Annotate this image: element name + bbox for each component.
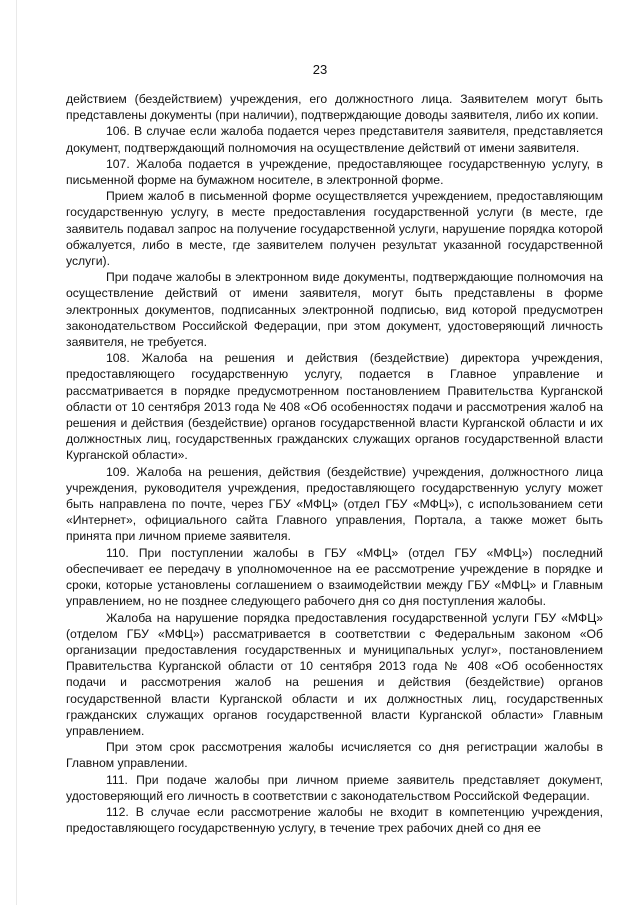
page-number: 23 [312,62,328,77]
paragraph-111: 111. При подаче жалобы при личном приеме заявитель представляет документ, удостоверяющий его личность в соответствии с законодательством Российской Федерации. [66,772,603,803]
paragraph-109: 109. Жалоба на решения, действия (бездействие) учреждения, должностного лица учреждения, руководителя учреждения, предоставляющего государственную услугу может быть направлена по почте, через ГБУ «МФЦ» (отдел ГБУ «МФЦ»), с использованием сети «Интернет», официального сайта Главного управления, Портала, а также может быть принята при личном приеме заявителя. [66,464,603,544]
paragraph-108: 108. Жалоба на решения и действия (бездействие) директора учреждения, предоставляющего государственную услугу, подается в Главное управление и рассматривается в порядке предусмотренном постановлением Правительства Курганской области от 10 сентября 2013 года № 408 «Об особенностях подачи и рассмотрения жалоб на решения и действия (бездействие) органов государственной власти Курганской области и их должностных лиц, государственных гражданских служащих органов государственной власти Курганской области». [66,351,603,463]
scan-edge-line [16,0,17,905]
paragraph-electronic-complaints: При подаче жалобы в электронном виде документы, подтверждающие полномочия на осуществление действий от имени заявителя, могут быть представлены в форме электронных документов, подписанных электронной подписью, вид которой предусмотрен законодательством Российской Федерации, при этом документ, удостоверяющий личность заявителя, не требуется. [66,270,603,350]
paragraph-written-complaints: Прием жалоб в письменной форме осуществляется учреждением, предоставляющим государственную услугу, в месте предоставления государственной услуги (в месте, где заявитель подавал запрос на получение государственной услуги, нарушение порядка которой обжалуется, либо в месте, где заявителем получен результат указанной государственной услуги). [66,189,603,269]
paragraph-106: 106. В случае если жалоба подается через представителя заявителя, представляется документ, подтверждающий полномочия на осуществление действий от имени заявителя. [66,124,603,155]
paragraph-110: 110. При поступлении жалобы в ГБУ «МФЦ» (отдел ГБУ «МФЦ») последний обеспечивает ее передачу в уполномоченное на ее рассмотрение учреждение в порядке и сроки, которые установлены соглашением о взаимодействии между ГБУ «МФЦ» и Главным управлением, но не позднее следующего рабочего дня со дня поступления жалобы. [66,545,603,609]
paragraph-107: 107. Жалоба подается в учреждение, предоставляющее государственную услугу, в письменной форме на бумажном носителе, в электронной форме. [66,156,603,188]
document-body [66,91,603,836]
paragraph-mfc-complaints: Жалоба на нарушение порядка предоставления государственной услуги ГБУ «МФЦ» (отделом ГБУ «МФЦ») рассматривается в соответствии с Федеральным законом «Об организации предоставления государственных и муниципальных услуг», постановлением Правительства Курганской области от 10 сентября 2013 года № 408 «Об особенностях подачи и рассмотрения жалоб на решения и действия (бездействие) органов государственной власти Курганской области и их должностных лиц, государственных гражданских служащих органов государственной власти Курганской области» Главным управлением. [66,610,603,738]
paragraph-112: 112. В случае если рассмотрение жалобы не входит в компетенцию учреждения, предоставляющего государственную услугу, в течение трех рабочих дней со дня ее [66,804,603,836]
paragraph-continuation: действием (бездействием) учреждения, его должностного лица. Заявителем могут быть представлены документы (при наличии), подтверждающие доводы заявителя, либо их копии. [66,92,603,123]
paragraph-review-period: При этом срок рассмотрения жалобы исчисляется со дня регистрации жалобы в Главном управлении. [66,740,603,771]
